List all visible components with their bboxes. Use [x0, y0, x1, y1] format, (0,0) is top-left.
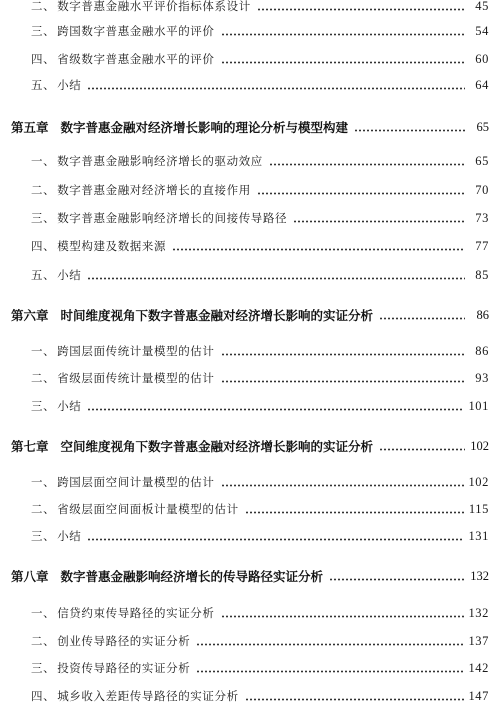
section-title: 小结: [57, 78, 82, 92]
chapter-title: 空间维度视角下数字普惠金融对经济增长影响的实证分析: [60, 439, 374, 454]
dot-leader: [221, 615, 465, 618]
dot-leader: [379, 317, 465, 320]
page-number: 65: [476, 119, 489, 134]
section-title: 小结: [57, 529, 82, 543]
section-title: 信贷约束传导路径的实证分析: [57, 606, 215, 620]
toc-section-row: [0, 265, 498, 285]
page-number: 131: [468, 528, 489, 543]
toc-section-row: [0, 603, 498, 623]
dot-leader: [87, 277, 465, 280]
section-title: 省级数字普惠金融水平的评价: [57, 52, 215, 66]
toc-section-row: [0, 686, 498, 706]
section-title: 投资传导路径的实证分析: [57, 661, 191, 675]
toc-section-row: [0, 21, 498, 41]
section-number: 一、: [31, 475, 56, 489]
page-number: 65: [475, 153, 489, 168]
toc-section-row: [0, 75, 498, 95]
page-number: 93: [475, 370, 489, 385]
dot-leader: [87, 538, 464, 541]
dot-leader: [221, 353, 465, 356]
section-title: 创业传导路径的实证分析: [57, 634, 191, 648]
section-number: 四、: [31, 52, 56, 66]
toc-section-row: [0, 499, 498, 519]
section-title: 数字普惠金融水平评价指标体系设计: [57, 0, 251, 13]
chapter-title: 数字普惠金融对经济增长影响的理论分析与模型构建: [60, 120, 349, 135]
page-number: 54: [475, 23, 489, 38]
dot-leader: [257, 8, 465, 11]
section-number: 一、: [31, 154, 56, 168]
page-number: 86: [475, 343, 489, 358]
toc-section-row: [0, 526, 498, 546]
section-title: 跨国层面传统计量模型的估计: [57, 344, 215, 358]
chapter-number: 第六章: [11, 308, 49, 323]
dot-leader: [257, 192, 465, 195]
page-number: 64: [475, 77, 489, 92]
dot-leader: [221, 61, 465, 64]
page-number: 102: [468, 474, 489, 489]
dot-leader: [293, 220, 465, 223]
dot-leader: [221, 484, 465, 487]
section-number: 五、: [31, 268, 56, 282]
page-number: 147: [468, 688, 489, 703]
toc-section-row: [0, 180, 498, 200]
section-title: 跨国层面空间计量模型的估计: [57, 475, 215, 489]
dot-leader: [196, 643, 464, 646]
page-number: 115: [468, 501, 489, 516]
toc-section-row: [0, 341, 498, 361]
page-number: 142: [468, 660, 489, 675]
section-number: 三、: [31, 211, 56, 225]
dot-leader: [221, 33, 465, 36]
dot-leader: [245, 511, 465, 514]
section-title: 小结: [57, 268, 82, 282]
section-number: 三、: [31, 529, 56, 543]
section-number: 五、: [31, 78, 56, 92]
toc-chapter-row: [0, 117, 498, 137]
section-number: 二、: [31, 634, 56, 648]
toc-section-row: [0, 396, 498, 416]
toc-chapter-row: [0, 566, 498, 586]
dot-leader: [379, 448, 465, 451]
section-title: 模型构建及数据来源: [57, 239, 167, 253]
dot-leader: [196, 670, 464, 673]
page-number: 101: [468, 398, 489, 413]
section-title: 数字普惠金融影响经济增长的间接传导路径: [57, 211, 288, 225]
toc-section-row: [0, 368, 498, 388]
section-title: 城乡收入差距传导路径的实证分析: [57, 689, 239, 703]
section-title: 数字普惠金融对经济增长的直接作用: [57, 183, 251, 197]
section-title: 跨国数字普惠金融水平的评价: [57, 24, 215, 38]
page-number: 70: [475, 182, 489, 197]
page-number: 77: [475, 238, 489, 253]
section-number: 三、: [31, 24, 56, 38]
section-number: 一、: [31, 606, 56, 620]
section-title: 省级层面传统计量模型的估计: [57, 371, 215, 385]
chapter-number: 第八章: [11, 569, 49, 584]
section-number: 二、: [31, 502, 56, 516]
chapter-title: 数字普惠金融影响经济增长的传导路径实证分析: [60, 569, 324, 584]
toc-section-row: [0, 472, 498, 492]
page-number: 45: [475, 0, 489, 13]
page-number: 60: [475, 51, 489, 66]
dot-leader: [87, 87, 465, 90]
section-number: 二、: [31, 183, 56, 197]
page-number: 102: [470, 438, 489, 453]
page-number: 132: [468, 605, 489, 620]
chapter-title: 时间维度视角下数字普惠金融对经济增长影响的实证分析: [60, 308, 374, 323]
toc-section-row: [0, 151, 498, 171]
page-number: 85: [475, 267, 489, 282]
chapter-number: 第五章: [11, 120, 49, 135]
section-number: 四、: [31, 239, 56, 253]
toc-section-row: [0, 208, 498, 228]
toc-section-row: [0, 49, 498, 69]
page-number: 137: [468, 633, 489, 648]
section-title: 省级层面空间面板计量模型的估计: [57, 502, 239, 516]
page-number: 132: [470, 568, 489, 583]
page-number: 86: [476, 307, 489, 322]
section-title: 小结: [57, 399, 82, 413]
chapter-number: 第七章: [11, 439, 49, 454]
dot-leader: [269, 163, 465, 166]
toc-chapter-row: [0, 436, 498, 456]
dot-leader: [329, 578, 465, 581]
dot-leader: [87, 408, 464, 411]
section-number: 三、: [31, 399, 56, 413]
dot-leader: [221, 380, 465, 383]
dot-leader: [245, 698, 465, 701]
toc-section-row: [0, 236, 498, 256]
dot-leader: [172, 248, 465, 251]
section-number: 二、: [31, 0, 56, 13]
section-number: 二、: [31, 371, 56, 385]
toc-section-row: [0, 0, 498, 16]
dot-leader: [354, 129, 465, 132]
section-title: 数字普惠金融影响经济增长的驱动效应: [57, 154, 263, 168]
section-number: 四、: [31, 689, 56, 703]
page-number: 73: [475, 210, 489, 225]
toc-section-row: [0, 658, 498, 678]
section-number: 一、: [31, 344, 56, 358]
toc-chapter-row: [0, 305, 498, 325]
section-number: 三、: [31, 661, 56, 675]
toc-section-row: [0, 631, 498, 651]
